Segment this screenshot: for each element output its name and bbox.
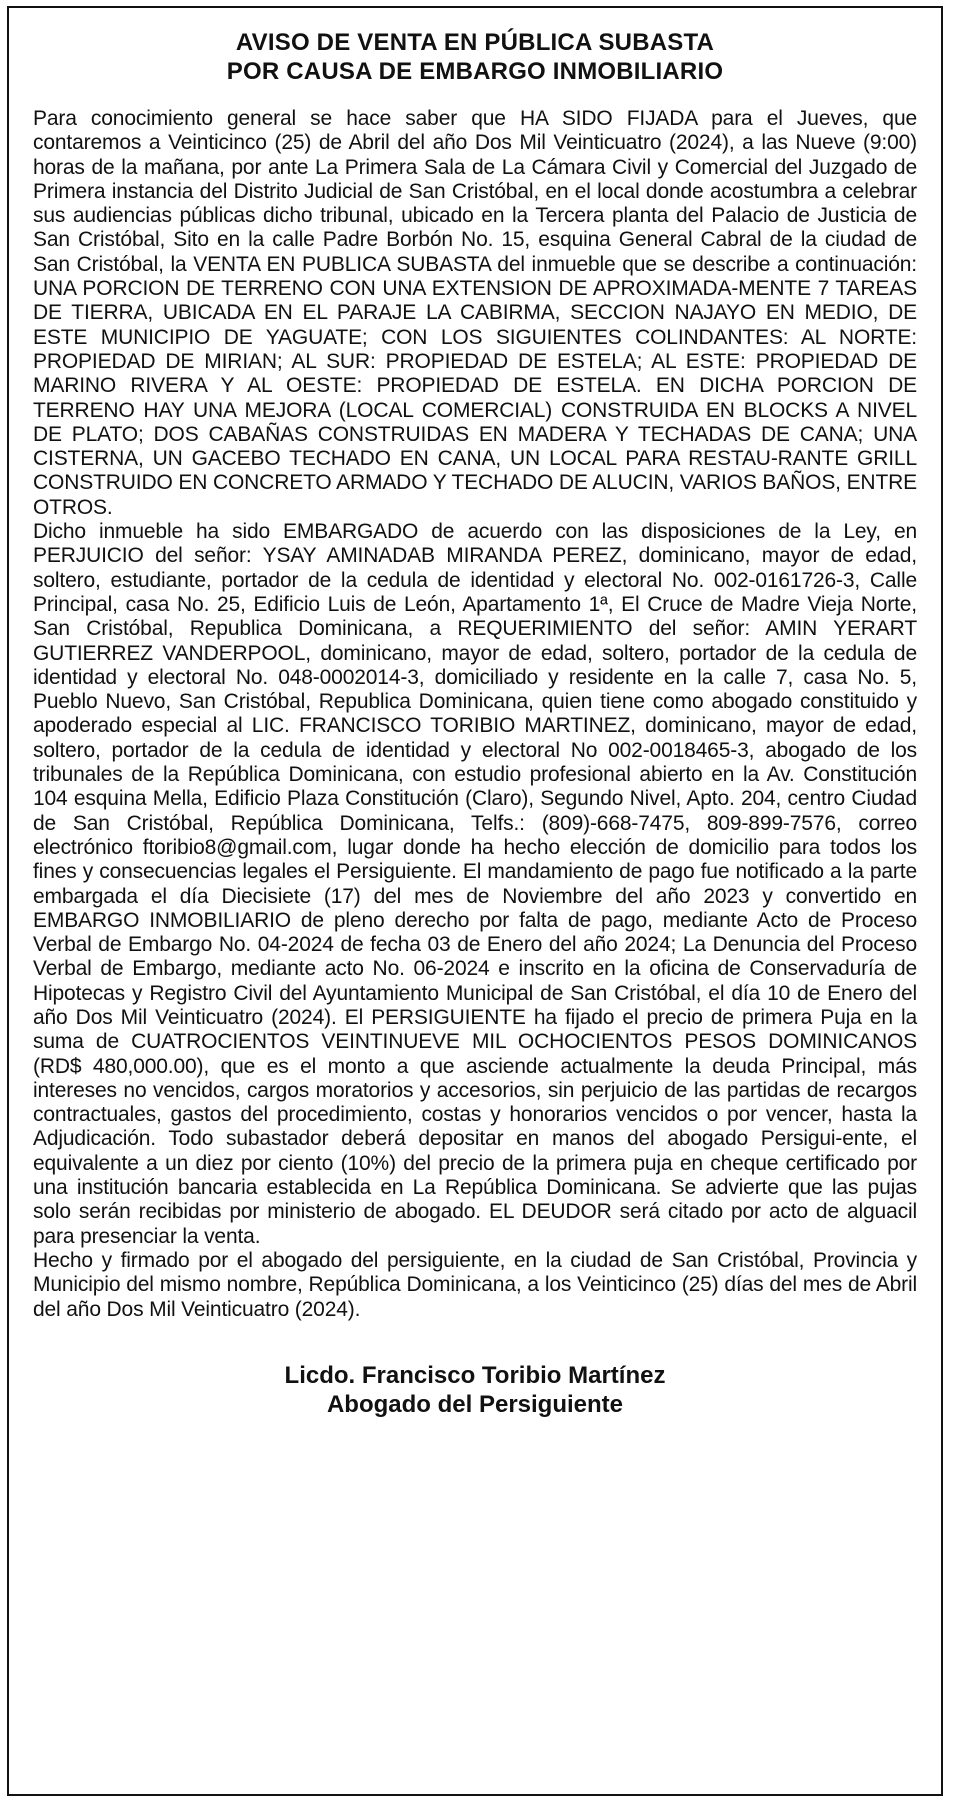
notice-body (33, 107, 917, 1322)
signature-name: Licdo. Francisco Toribio Martínez (284, 1361, 666, 1389)
paragraph-auction-details: Para conocimiento general se hace saber que HA SIDO FIJADA para el Jueves, que contaremos a Veinticinco (25) de Abril del año Dos Mil Veinticuatro (2024), a las Nueve (9:00) horas de la mañana, por ante La Primera Sala de La Cámara Civil y Comercial del Juzgado de Primera instancia del Distrito Judicial de San Cristóbal, en el local donde acostumbra a celebrar sus audiencias públicas dicho tribunal, ubicado en la Tercera planta del Palacio de Justicia de San Cristóbal, Sito en la calle Padre Borbón No. 15, esquina General Cabral de la ciudad de San Cristóbal, la VENTA EN PUBLICA SUBASTA del inmueble que se describe a continuación: UNA PORCION DE TERRENO CON UNA EXTENSION DE APROXIMADA-MENTE 7 TAREAS DE TIERRA, UBICADA EN EL PARAJE LA CABIRMA, SECCION NAJAYO EN MEDIO, DE ESTE MUNICIPIO DE YAGUATE; CON LOS SIGUIENTES COLINDANTES: AL NORTE: PROPIEDAD DE MIRIAN; AL SUR: PROPIEDAD DE ESTELA; AL ESTE: PROPIEDAD DE MARINO RIVERA Y AL OESTE: PROPIEDAD DE ESTELA. EN DICHA PORCION DE TERRENO HAY UNA MEJORA (LOCAL COMERCIAL) CONSTRUIDA EN BLOCKS A NIVEL DE PLATO; DOS CABAÑAS CONSTRUIDAS EN MADERA Y TECHADAS DE CANA; UNA CISTERNA, UN GACEBO TECHADO EN CANA, UN LOCAL PARA RESTAU-RANTE GRILL CONSTRUIDO EN CONCRETO ARMADO Y TECHADO DE ALUCIN, VARIOS BAÑOS, ENTRE OTROS. (33, 107, 917, 519)
title-line-1: AVISO DE VENTA EN PÚBLICA SUBASTA (235, 29, 715, 56)
paragraph-signing: Hecho y firmado por el abogado del persiguiente, en la ciudad de San Cristóbal, Provincia y Municipio del mismo nombre, República Dominicana, a los Veinticinco (25) días del mes de Abril del año Dos Mil Veinticuatro (2024). (33, 1248, 917, 1321)
signature-role: Abogado del Persiguiente (326, 1390, 624, 1418)
legal-notice (7, 6, 943, 1796)
notice-title (33, 28, 917, 86)
signature-block (33, 1361, 917, 1419)
paragraph-seizure-details: Dicho inmueble ha sido EMBARGADO de acuerdo con las disposiciones de la Ley, en PERJUICIO del señor: YSAY AMINADAB MIRANDA PEREZ, dominicano, mayor de edad, soltero, estudiante, portador de la cedula de identidad y electoral No. 002-0161726-3, Calle Principal, casa No. 25, Edificio Luis de León, Apartamento 1ª, El Cruce de Madre Vieja Norte, San Cristóbal, Republica Dominicana, a REQUERIMIENTO del señor: AMIN YERART GUTIERREZ VANDERPOOL, dominicano, mayor de edad, soltero, portador de la cedula de identidad y electoral No. 048-0002014-3, domiciliado y residente en la calle 7, casa No. 5, Pueblo Nuevo, San Cristóbal, Republica Dominicana, quien tiene como abogado constituido y apoderado especial al LIC. FRANCISCO TORIBIO MARTINEZ, dominicano, mayor de edad, soltero, portador de la cedula de identidad y electoral No 002-0018465-3, abogado de los tribunales de la República Dominicana, con estudio profesional abierto en la Av. Constitución 104 esquina Mella, Edificio Plaza Constitución (Claro), Segundo Nivel, Apto. 204, centro Ciudad de San Cristóbal, República Dominicana, Telfs.: (809)-668-7475, 809-899-7576, correo electrónico ftoribio8@gmail.com, lugar donde ha hecho elección de domicilio para todos los fines y consecuencias legales el Persiguiente. El mandamiento de pago fue notificado a la parte embargada el día Diecisiete (17) del mes de Noviembre del año 2023 y convertido en EMBARGO INMOBILIARIO de pleno derecho por falta de pago, mediante Acto de Proceso Verbal de Embargo No. 04-2024 de fecha 03 de Enero del año 2024; La Denuncia del Proceso Verbal de Embargo, mediante acto No. 06-2024 e inscrito en la oficina de Conservaduría de Hipotecas y Registro Civil del Ayuntamiento Municipal de San Cristóbal, el día 10 de Enero del año Dos Mil Veinticuatro (2024). El PERSIGUIENTE ha fijado el precio de primera Puja en la suma de CUATROCIENTOS VEINTINUEVE MIL OCHOCIENTOS PESOS DOMINICANOS (RD$ 480,000.00), que es el monto a que asciende actualmente la deuda Principal, más intereses no vencidos, cargos moratorios y accesorios, sin perjuicio de las partidas de recargos contractuales, gastos del procedimiento, costas y honorarios vencidos o por vencer, hasta la Adjudicación. Todo subastador deberá depositar en manos del abogado Persigui-ente, el equivalente a un diez por ciento (10%) del precio de la primera puja en cheque certificado por una institución bancaria establecida en La República Dominicana. Se advierte que las pujas solo serán recibidas por ministerio de abogado. EL DEUDOR será citado por acto de alguacil para presenciar la venta. (33, 520, 917, 1248)
title-line-2: POR CAUSA DE EMBARGO INMOBILIARIO (226, 58, 724, 85)
